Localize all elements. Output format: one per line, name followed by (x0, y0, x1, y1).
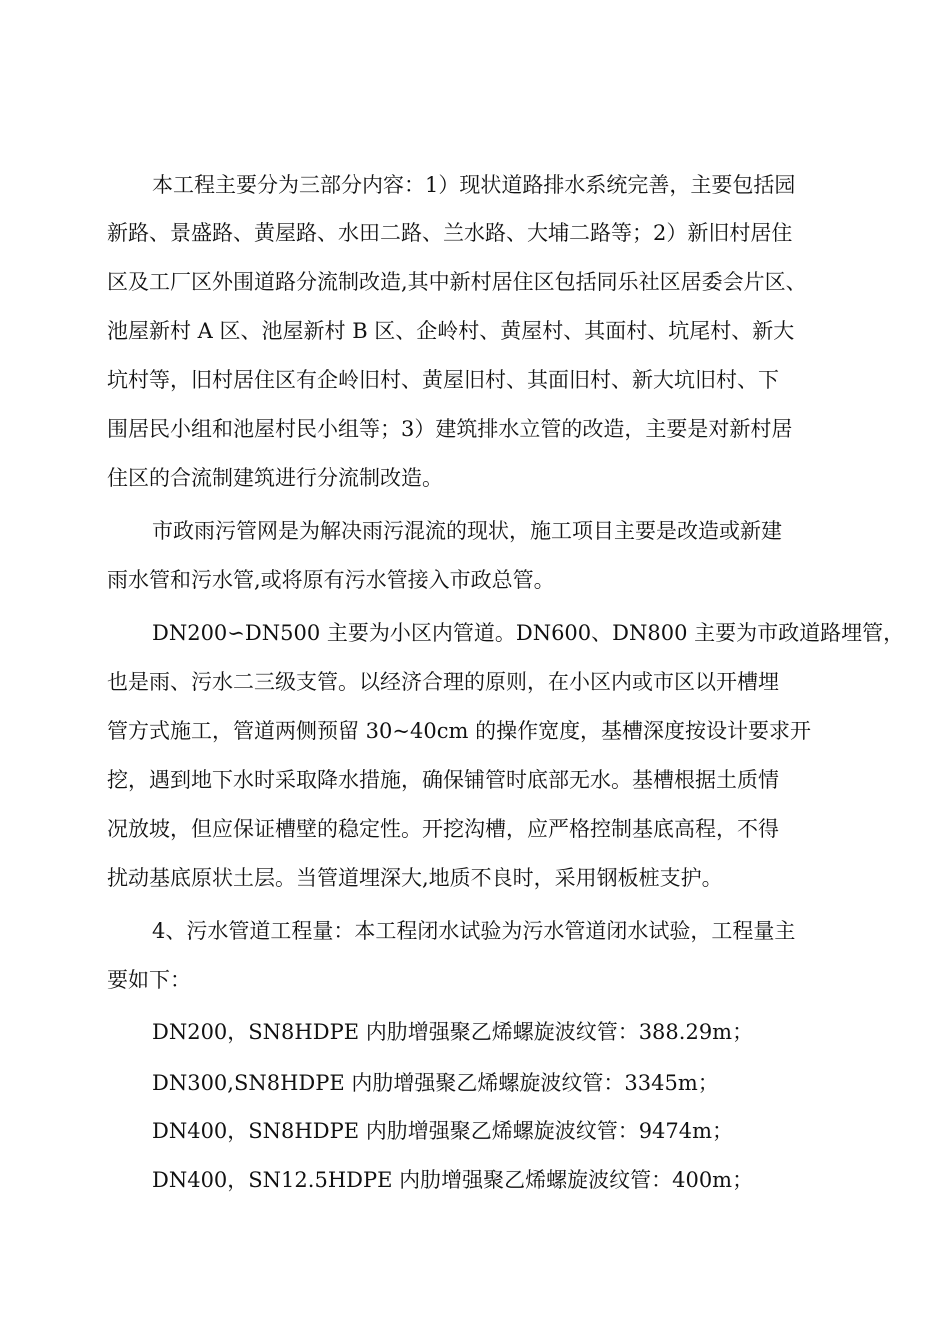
pipe-item-dn200: DN200，SN8HDPE 内肋增强聚乙烯螺旋波纹管：388.29m； (152, 1020, 754, 1044)
pipe-item-dn400-sn12-5: DN400，SN12.5HDPE 内肋增强聚乙烯螺旋波纹管：400m； (152, 1168, 754, 1192)
paragraph-3-line-3: 管方式施工，管道两侧预留 30~40cm 的操作宽度，基槽深度按设计要求开 (107, 719, 812, 743)
paragraph-1-line-6: 围居民小组和池屋村民小组等；3）建筑排水立管的改造，主要是对新村居 (107, 417, 793, 441)
paragraph-1-line-4: 池屋新村 A 区、池屋新村 B 区、企岭村、黄屋村、其面村、坑尾村、新大 (107, 319, 795, 343)
pipe-item-dn400-sn8: DN400，SN8HDPE 内肋增强聚乙烯螺旋波纹管：9474m； (152, 1119, 734, 1143)
paragraph-2-line-2: 雨水管和污水管,或将原有污水管接入市政总管。 (107, 568, 555, 592)
paragraph-3-line-1: DN200∽DN500 主要为小区内管道。DN600、DN800 主要为市政道路埋管， (152, 621, 905, 645)
paragraph-1-line-1: 本工程主要分为三部分内容：1）现状道路排水系统完善，主要包括园 (152, 173, 796, 197)
paragraph-4-line-1: 4、污水管道工程量：本工程闭水试验为污水管道闭水试验，工程量主 (152, 919, 796, 943)
paragraph-1-line-5: 坑村等，旧村居住区有企岭旧村、黄屋旧村、其面旧村、新大坑旧村、下 (107, 368, 779, 392)
paragraph-3-line-2: 也是雨、污水二三级支管。以经济合理的原则，在小区内或市区以开槽埋 (107, 670, 779, 694)
paragraph-1-line-2: 新路、景盛路、黄屋路、水田二路、兰水路、大埔二路等；2）新旧村居住 (107, 221, 793, 245)
paragraph-3-line-6: 扰动基底原状土层。当管道埋深大,地质不良时，采用钢板桩支护。 (107, 866, 723, 890)
paragraph-1-line-7: 住区的合流制建筑进行分流制改造。 (107, 466, 443, 490)
paragraph-3-line-5: 况放坡，但应保证槽壁的稳定性。开挖沟槽，应严格控制基底高程，不得 (107, 817, 779, 841)
paragraph-4-line-2: 要如下： (107, 968, 191, 992)
paragraph-3-line-4: 挖，遇到地下水时采取降水措施，确保铺管时底部无水。基槽根据土质情 (107, 768, 779, 792)
paragraph-1-line-3: 区及工厂区外围道路分流制改造,其中新村居住区包括同乐社区居委会片区、 (107, 270, 807, 294)
paragraph-2-line-1: 市政雨污管网是为解决雨污混流的现状，施工项目主要是改造或新建 (152, 519, 782, 543)
pipe-item-dn300: DN300,SN8HDPE 内肋增强聚乙烯螺旋波纹管：3345m； (152, 1071, 719, 1095)
